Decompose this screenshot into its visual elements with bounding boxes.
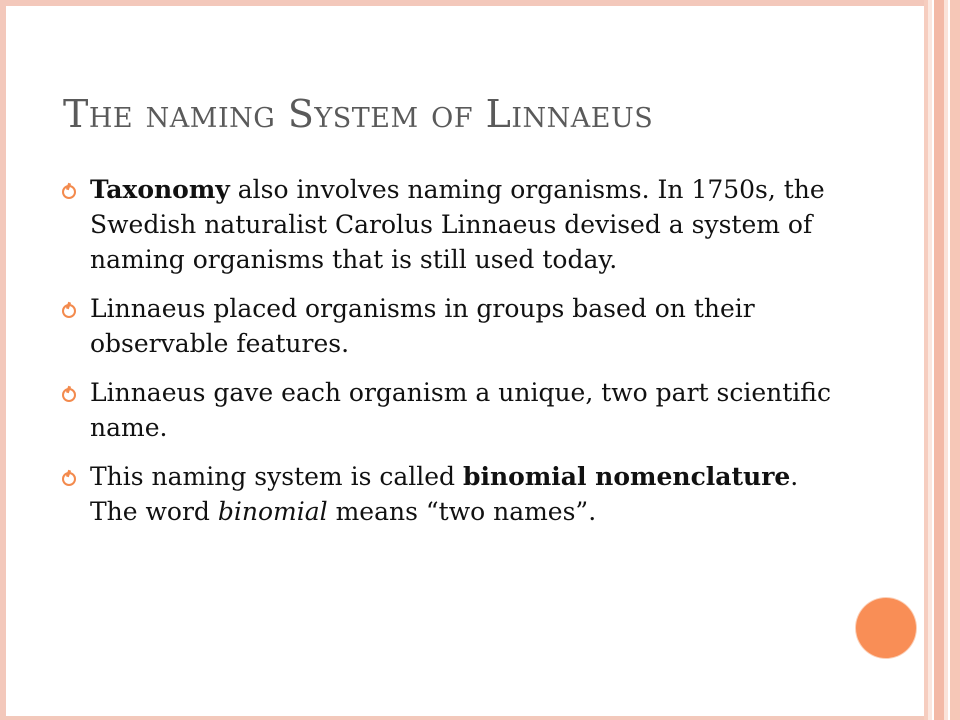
circle-bullet-icon — [62, 185, 76, 199]
stripe — [950, 0, 960, 720]
bullet-two-part-name — [60, 375, 840, 445]
circle-bullet-icon — [62, 388, 76, 402]
bullet-text: Linnaeus placed organisms in groups based on their observable features. — [90, 294, 755, 358]
bullet-list — [60, 172, 840, 543]
stripe — [934, 0, 944, 720]
stripe — [944, 0, 948, 720]
bullet-taxonomy — [60, 172, 840, 277]
bottom-border — [0, 716, 924, 720]
term-taxonomy: Taxonomy — [90, 175, 230, 204]
term-binomial: binomial — [217, 497, 328, 526]
term-binomial-nomenclature: binomial nomenclature — [463, 462, 791, 491]
bullet-groups — [60, 291, 840, 361]
bullet-binomial — [60, 459, 840, 529]
top-border — [0, 0, 924, 6]
circle-bullet-icon — [62, 472, 76, 486]
bullet-text: Linnaeus gave each organism a unique, two part scientific name. — [90, 378, 831, 442]
left-border — [0, 0, 6, 720]
bullet-text: also involves naming organisms. In 1750s, the Swedish naturalist Carolus Linnaeus devised a system of naming organisms that is still used today. — [90, 175, 825, 274]
slide-title: The naming System of Linnaeus — [63, 92, 654, 136]
accent-circle-icon — [856, 598, 916, 658]
bullet-text: . The word — [90, 462, 799, 526]
circle-bullet-icon — [62, 304, 76, 318]
stripe — [928, 0, 932, 720]
bullet-text: This naming system is called — [90, 462, 463, 491]
bullet-text: means “two names”. — [327, 497, 597, 526]
decorative-side-stripes — [924, 0, 960, 720]
